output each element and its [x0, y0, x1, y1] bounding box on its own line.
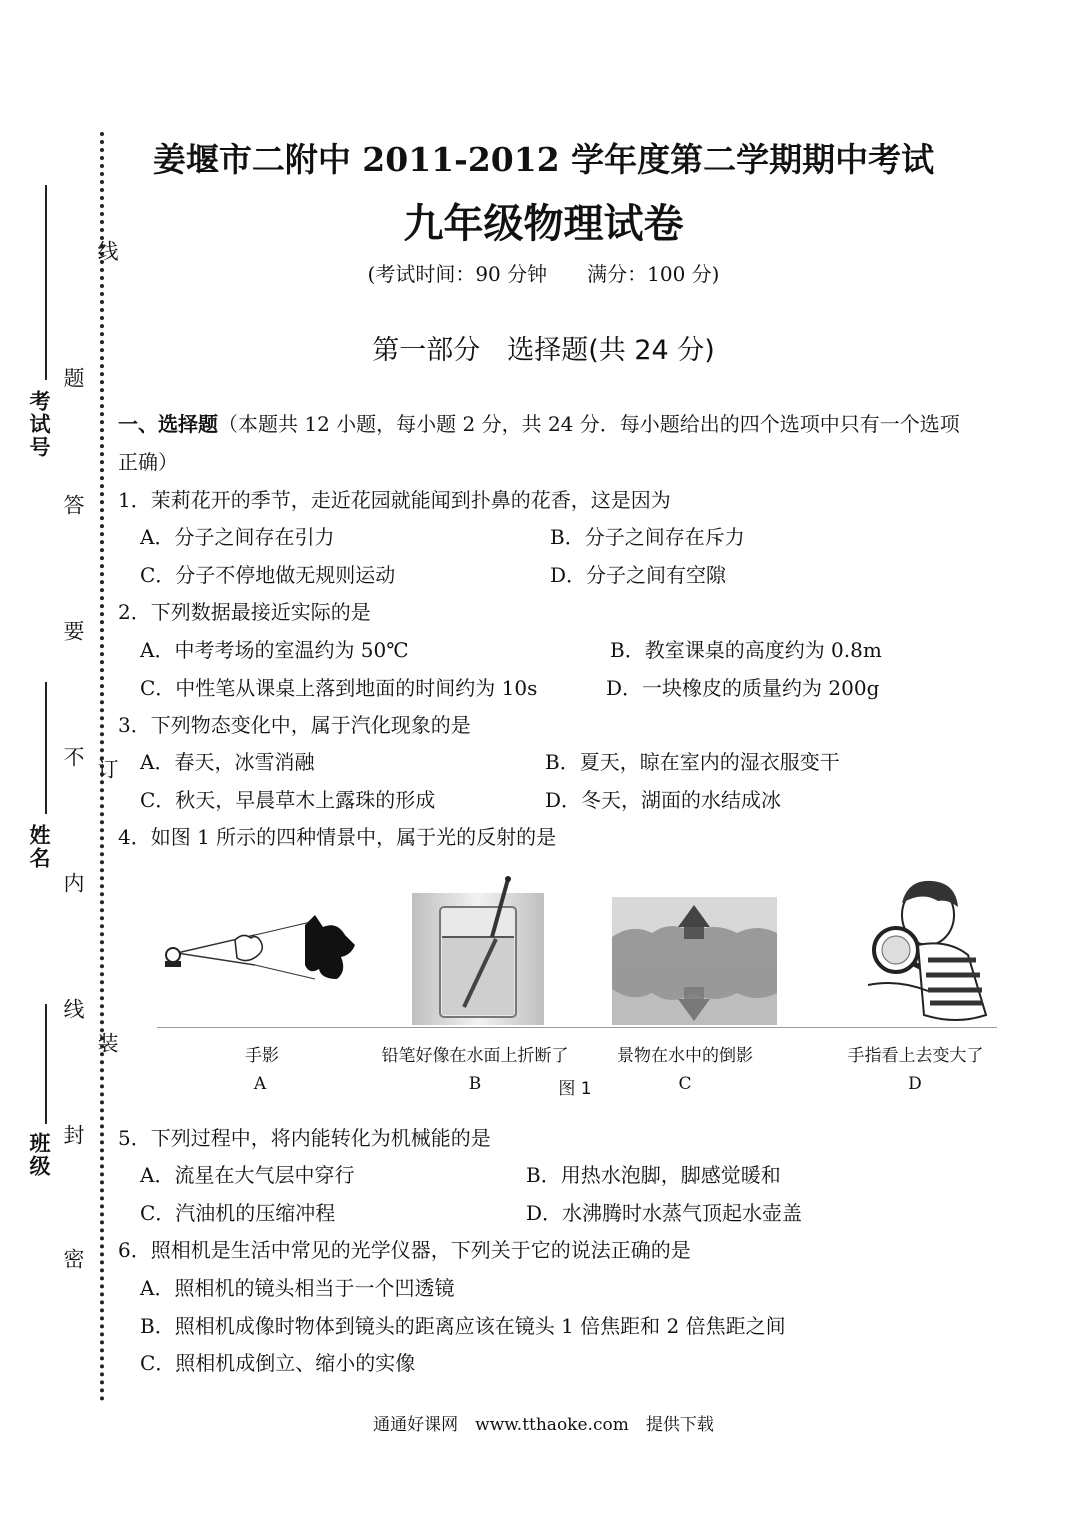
- option: C．中性笔从课桌上落到地面的时间约为 10s: [140, 676, 538, 700]
- figure-baseline: [157, 1027, 997, 1028]
- footer: 通通好课网 www.tthaoke.com 提供下载: [373, 1415, 714, 1435]
- figure-letter: C: [678, 1074, 692, 1094]
- seal-char: 封: [61, 1124, 85, 1147]
- class-line: [45, 1004, 47, 1124]
- question-stem: 6．照相机是生活中常见的光学仪器，下列关于它的说法正确的是: [118, 1238, 691, 1262]
- option: D．水沸腾时水蒸气顶起水壶盖: [526, 1201, 803, 1225]
- figure-caption: 铅笔好像在水面上折断了: [381, 1046, 569, 1066]
- name-label: 姓名: [27, 824, 51, 870]
- seal-char: 题: [61, 367, 85, 390]
- question-stem: 1．茉莉花开的季节，走近花园就能闻到扑鼻的花香，这是因为: [118, 488, 671, 512]
- option: A．春天，冰雪消融: [140, 750, 315, 774]
- question-stem: 3．下列物态变化中，属于汽化现象的是: [118, 713, 471, 737]
- option: D．分子之间有空隙: [550, 563, 727, 587]
- option: B．用热水泡脚，脚感觉暖和: [526, 1163, 781, 1187]
- option: A．照相机的镜头相当于一个凹透镜: [140, 1276, 455, 1300]
- figure-caption: 手影: [245, 1046, 279, 1066]
- hand-shadow-image: [155, 905, 360, 990]
- pavilion-reflection-image: [612, 897, 777, 1025]
- option: A．流星在大气层中穿行: [140, 1163, 355, 1187]
- seal-char: 要: [61, 620, 85, 643]
- figure-caption: 手指看上去变大了: [847, 1046, 984, 1066]
- figure-caption: 景物在水中的倒影: [617, 1046, 753, 1066]
- figure-letter: A: [253, 1074, 267, 1094]
- option: B．夏天，晾在室内的湿衣服变干: [545, 750, 840, 774]
- bind-char: 线: [95, 240, 119, 263]
- figure-letter: B: [468, 1074, 482, 1094]
- class-label: 班级: [27, 1132, 51, 1178]
- exam-number-label: 考试号: [27, 390, 51, 459]
- option: C．分子不停地做无规则运动: [140, 563, 396, 587]
- seal-char: 答: [61, 494, 85, 517]
- paper-title: 九年级物理试卷: [403, 201, 684, 247]
- question-stem: 4．如图 1 所示的四种情景中，属于光的反射的是: [118, 825, 557, 849]
- magnifier-boy-image: [858, 875, 998, 1030]
- school-title: 姜堰市二附中 2011-2012 学年度第二学期期中考试: [152, 140, 935, 179]
- option: A．分子之间存在引力: [140, 525, 335, 549]
- option: C．照相机成倒立、缩小的实像: [140, 1351, 416, 1375]
- option: B．教室课桌的高度约为 0.8m: [610, 638, 882, 662]
- figure-label: 图 1: [558, 1079, 592, 1099]
- figure-letter: D: [908, 1074, 922, 1094]
- option: B．照相机成像时物体到镜头的距离应该在镜头 1 倍焦距和 2 倍焦距之间: [140, 1314, 786, 1338]
- section-heading-bold: 一、选择题: [118, 412, 218, 436]
- name-line: [45, 682, 47, 814]
- part-title: 第一部分 选择题(共 24 分): [372, 335, 715, 366]
- seal-char: 不: [61, 746, 85, 769]
- bind-char: 订: [95, 758, 119, 781]
- option: B．分子之间存在斥力: [550, 525, 745, 549]
- question-stem: 2．下列数据最接近实际的是: [118, 600, 371, 624]
- option: D．一块橡皮的质量约为 200g: [606, 676, 880, 700]
- seal-char: 内: [61, 872, 85, 895]
- pencil-glass-image: [412, 875, 544, 1025]
- option: C．秋天，早晨草木上露珠的形成: [140, 788, 436, 812]
- dotted-binding-line: [100, 132, 104, 1402]
- seal-char: 线: [61, 998, 85, 1021]
- option: C．汽油机的压缩冲程: [140, 1201, 336, 1225]
- option: D．冬天，湖面的水结成冰: [545, 788, 782, 812]
- exam-info: (考试时间：90 分钟 满分：100 分): [367, 262, 720, 286]
- option: A．中考考场的室温约为 50℃: [140, 638, 409, 662]
- section-heading: [118, 405, 978, 481]
- question-stem: 5．下列过程中，将内能转化为机械能的是: [118, 1126, 491, 1150]
- seal-char: 密: [61, 1248, 85, 1271]
- bind-char: 装: [95, 1032, 119, 1055]
- section-heading-rest: （本题共 12 小题，每小题 2 分，共 24 分．每小题给出的四个选项中只有一个选项正确）: [118, 412, 960, 474]
